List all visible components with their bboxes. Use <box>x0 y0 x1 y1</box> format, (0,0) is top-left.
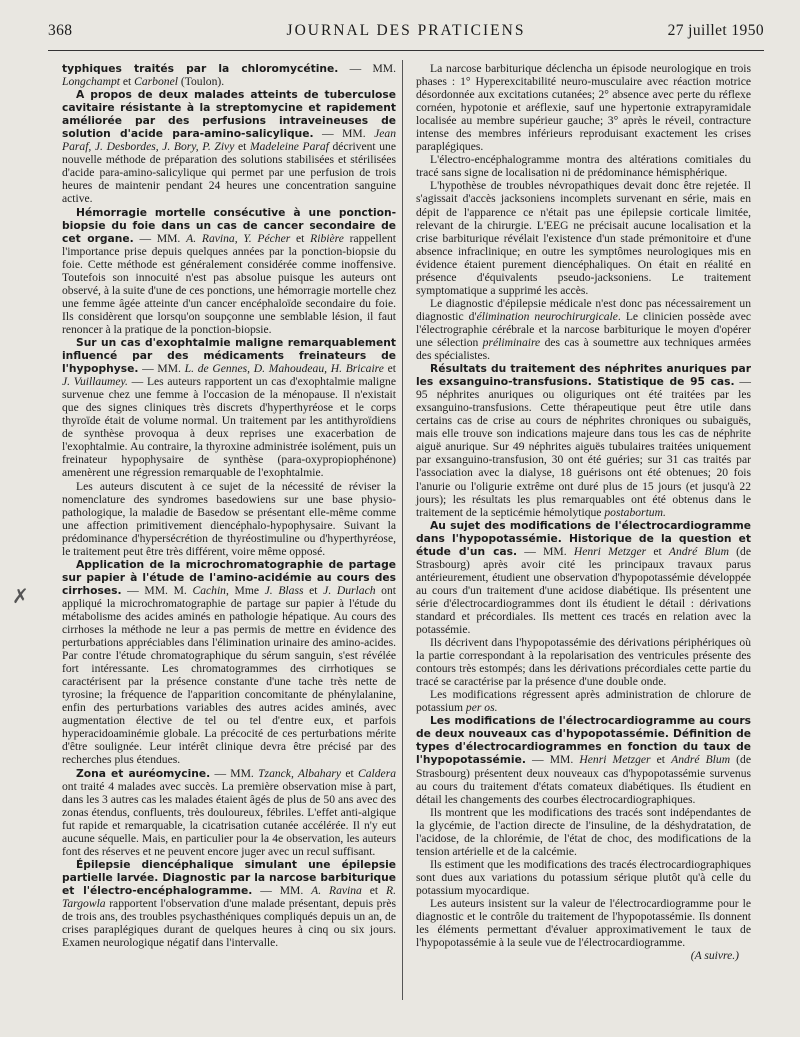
page-number: 368 <box>48 22 73 39</box>
section-title: Les modifications de l'électrocardiogramme au cours de deux nouveaux cas d'hypopotassémie. Définition de types d'électrocardiogrammes en fonction du taux de l'hypopotassémie. <box>416 714 751 767</box>
margin-cross-mark: ✗ <box>12 586 29 608</box>
section-title: Zona et auréomycine. <box>76 766 211 780</box>
section-title: A propos de deux malades atteints de tuberculose cavitaire résistante à la streptomycine et rapidement améliorée par des perfusions intraveineuses de solution d'acide para-amino-salicylique. <box>62 88 396 141</box>
paragraph: Les modifications régressent après administration de chlorure de potassium per os. <box>416 688 751 715</box>
section-title: Application de la microchromatographie de partage sur papier à l'étude de l'amino-acidémie au cours des cirrhoses. <box>62 557 396 597</box>
paragraph: L'électro-encéphalogramme montra des altérations comitiales du tracé sans signe de localisation ni de prédominance hémisphérique. <box>416 153 751 180</box>
article-chloromycetine: typhiques traités par la chloromycétine. — MM. Longchampt et Carbonel (Toulon). <box>62 62 396 89</box>
article-nephrites: Résultats du traitement des néphrites anuriques par les exsanguino-transfusions. Statistique de 95 cas. — 95 néphrites anuriques ou oliguriques ont été traitées par les exsanguino-transfusions. Cette thérapeutique peut être utile dans certains cas de crise au cours de néphrites chroniques ou subaiguës, mais elle trouve son indications majeure dans tous les cas de néphrite aiguë anurique. Sur 49 néphrites aiguës tubulaires traitées uniquement par exsanguino-transfusion, 30 ont été guéries; sur 31 cas traités par l'association avec la dialyse, 18 guérisons ont été obtenues; 20 fois l'anurie ou l'oligurie extrême ont duré plus de 15 jours (et jusqu'à 22 jours); les résultats les plus remarquables ont été obtenus dans le traitement de la septicémie hémolytique postabortum. <box>416 362 751 519</box>
header-rule <box>48 50 764 51</box>
article-hypopotassemie: Au sujet des modifications de l'électrocardiogramme dans l'hypopotassémie. Historique de la question et étude d'un cas. — MM. Henri Metzger et André Blum (de Strasbourg) après avoir cité les principaux travaux parus antérieurement, étudient une observation d'hypopotassémie développée au cours d'un traitement d'une acidose diabétique. Ils présentent une série d'électrocardiogrammes dont ils étudient le détail : dérivations standard et précordiales. Ils mettent ces tracés en relation avec la potassémie. <box>416 518 751 637</box>
paragraph: Le diagnostic d'épilepsie médicale n'est donc pas nécessairement un diagnostic d'élimination neurochirurgicale. Le clinicien possède avec l'électrographie cérébrale et la narcose barbiturique le moyen d'opérer une sélection préliminaire des cas à soumettre aux techniques armées des spécialistes. <box>416 296 751 363</box>
column-divider <box>402 60 403 1000</box>
section-title: Hémorragie mortelle consécutive à une ponction-biopsie du foie dans un cas de cancer secondaire de cet organe. <box>62 205 396 245</box>
paragraph: Ils estiment que les modifications des tracés électrocardiographiques sont dues aux variations du potassium sérique plutôt qu'à celle du potassium myocardique. <box>416 857 751 897</box>
paragraph: Ils montrent que les modifications des tracés sont indépendantes de la glycémie, de l'action directe de l'insuline, de la déshydratation, de l'acidose, de la chlorémie, de l'état de choc, des modifications de la tension artérielle et de la calcémie. <box>416 805 751 858</box>
section-title: Résultats du traitement des néphrites anuriques par les exsanguino-transfusions. Statistique de 95 cas. <box>416 362 751 389</box>
to-be-continued: (A suivre.) <box>690 949 739 963</box>
page-header <box>48 22 764 46</box>
article-microchromatographie: Application de la microchromatographie de partage sur papier à l'étude de l'amino-acidémie au cours des cirrhoses. — MM. M. Cachin, Mme J. Blass et J. Durlach ont appliqué la microchromatographie de partage sur papier à l'étude du métabolisme des acides aminés en pathologie hépatique. Au cours des cirrhoses la méthode ne leur a pas permis de mettre en évidence des perturbations appréciables dans l'élimination urinaire des amino-acides. Par contre l'étude chromatographique du sérum sanguin, s'est révélée fort intéressante. Les chromatogrammes des cirrhotiques se caractérisent par la présence constante d'une tache très nette de tyrosine; la fréquence de l'apparition concomitante de phénylalanine, enfin des perturbations variables des autres acides aminés, avec augmentation élective de tel ou tel d'entre eux, et parfois hyperacidoaminémie globale. La précocité de ces perturbations mérite d'être soulignée. Leur intérêt clinique devra être précisé par des recherches plus étendues. <box>62 557 396 767</box>
paragraph: Les auteurs insistent sur la valeur de l'électrocardiogramme pour le diagnostic et le contrôle du traitement de l'hypopotassémie. Ils donnent les éléments permettant d'évaluer approximativement le taux de l'hypopotassémie à la seule vue de l'électrocardiogramme. <box>416 897 751 950</box>
paragraph: L'hypothèse de troubles névropathiques devait donc être rejetée. Il s'agissait d'accès jacksoniens incomplets survenant en série, mais en dépit de l'apparence ce n'était pas une épilepsie corticale limitée, relevant de la chirurgie. L'EEG ne précisait aucune localisation et la crise barbiturique révélait l'existence d'un stade prémonitoire et d'une absence infraclinique; en outre les symptômes neurologiques mis en évidence étaient purement diencéphaliques. On était en réalité en présence d'équivalents pseudo-jacksoniens. Le traitement symptomatique a supprimé les accès. <box>416 179 751 297</box>
article-exophtalmie: Sur un cas d'exophtalmie maligne remarquablement influencé par des médicaments freinateurs de l'hypophyse. — MM. L. de Gennes, D. Mahoudeau, H. Bricaire et J. Vuillaumey. — Les auteurs rapportent un cas d'exophtalmie maligne survenue chez une femme à l'occasion de la ménopause. Il n'existait que des signes cliniques très discrets d'hyperthyréose et le corps thyroïde était de volume normal. Un traitement par les antithyroïdiens de synthèse provoqua à deux reprises une exacerbation de l'exophtalmie. Au contraire, la thyroxine administrée isolément, puis un freinateur hypophysaire de synthèse (para-oxypropiophénone) amenèrent une régression remarquable de l'exophtalmie. <box>62 335 396 480</box>
article-epilepsie: Épilepsie diencéphalique simulant une épilepsie partielle larvée. Diagnostic par la narcose barbiturique et l'électro-encéphalogramme. — MM. A. Ravina et R. Targowla rapportent l'observation d'une malade présentant, depuis près de trois ans, des troubles psychasthéniques compliqués depuis un an, de crises paraplégiques durant de quelques heures à cinq ou six jours. Examen neurologique négatif dans l'intervalle. <box>62 857 396 950</box>
right-column <box>416 62 751 962</box>
article-tuberculose: A propos de deux malades atteints de tuberculose cavitaire résistante à la streptomycine et rapidement améliorée par des perfusions intraveineuses de solution d'acide para-amino-salicylique. — MM. Jean Paraf, J. Desbordes, J. Bory, P. Zivy et Madeleine Paraf décrivent une nouvelle méthode de préparation des solutions stabilisées et stérilisées d'acide para-amino-salicylique qui permet par une perfusion de trois heures de maintenir pendant 24 heures une concentration sanguine active. <box>62 88 396 206</box>
article-exophtalmie-p2: Les auteurs discutent à ce sujet de la nécessité de réviser la nomenclature des syndromes basedowiens sur une base physio-pathologique, la maladie de Basedow se présentant elle-même comme une affection primitivement diencéphalo-hypophysaire. Suivant la prédominance d'hypersécrétion de thyréostimuline ou d'hyperthyréose, le traitement peut être très différent, voire même opposé. <box>62 479 396 558</box>
article-ecg-types: Les modifications de l'électrocardiogramme au cours de deux nouveaux cas d'hypopotassémie. Définition de types d'électrocardiogrammes en fonction du taux de l'hypopotassémie. — MM. Henri Metzger et André Blum (de Strasbourg) présentent deux nouveaux cas d'hypopotassémie survenus au cours du traitement d'états comateux diabétiques. Ils étudient en détail les changements des courbes électrocardiographiques. <box>416 714 751 806</box>
section-title: Au sujet des modifications de l'électrocardiogramme dans l'hypopotassémie. Historique de la question et étude d'un cas. <box>416 518 751 558</box>
left-column <box>62 62 396 949</box>
issue-date: 27 juillet 1950 <box>667 22 764 39</box>
paragraph: Ils décrivent dans l'hypopotassémie des dérivations périphériques où la partie correspondant à la repolarisation des ventricules présente des contours très estompés; dans les dérivations précordiales cette partie du tracé se caractérise par la présence d'une double onde. <box>416 636 751 689</box>
paragraph: La narcose barbiturique déclencha un épisode neurologique en trois phases : 1° Hyperexcitabilité neuro-musculaire avec réaction motrice désordonnée aux excitations cutanées; 2° absence avec perte du réflexe cornéen, hypotonie et aréflexie, sauf une hypertonie extrapyramidale localisée au membre supérieur gauche; 3° après le réveil, contracture intense des membres inférieurs reproduisant exactement les crises paraplégiques. <box>416 62 751 154</box>
article-zona: Zona et auréomycine. — MM. Tzanck, Albahary et Caldera ont traité 4 malades avec succès. La première observation mise à part, dans les 3 autres cas les malades étaient âgés de plus de 50 ans avec des zonas étendus, confluents, très douloureux, fébriles. L'effet anti-algique fut rapide et remarquable, la cicatrisation cutanée accélérée. Il n'y eut aucune séquelle. Mais, en particulier pour la 4e observation, les auteurs font des réserves et ne peuvent encore juger avec un recul suffisant. <box>62 766 397 858</box>
journal-title: JOURNAL DES PRATICIENS <box>286 22 526 39</box>
article-hemorragie: Hémorragie mortelle consécutive à une ponction-biopsie du foie dans un cas de cancer secondaire de cet organe. — MM. A. Ravina, Y. Pécher et Ribière rappellent l'importance prise depuis quelques années par la ponction-biopsie du foie. Cette méthode est généralement considérée comme inoffensive. Toutefois son innocuité n'est pas absolue puisque les auteurs ont observé, à la suite d'une de ces ponctions, une hémorragie mortelle chez une femme âgée atteinte d'un cancer encéphaloïde secondaire du foie. Ils considèrent que lorsqu'on soupçonne une semblable lésion, il faut renoncer à la pratique de la ponction-biopsie. <box>62 205 396 336</box>
section-title: Sur un cas d'exophtalmie maligne remarquablement influencé par des médicaments freinateurs de l'hypophyse. <box>62 335 396 376</box>
section-title: typhiques traités par la chloromycétine. <box>62 62 339 75</box>
section-title: Épilepsie diencéphalique simulant une épilepsie partielle larvée. Diagnostic par la narcose barbiturique et l'électro-encéphalogramme. <box>62 857 396 897</box>
